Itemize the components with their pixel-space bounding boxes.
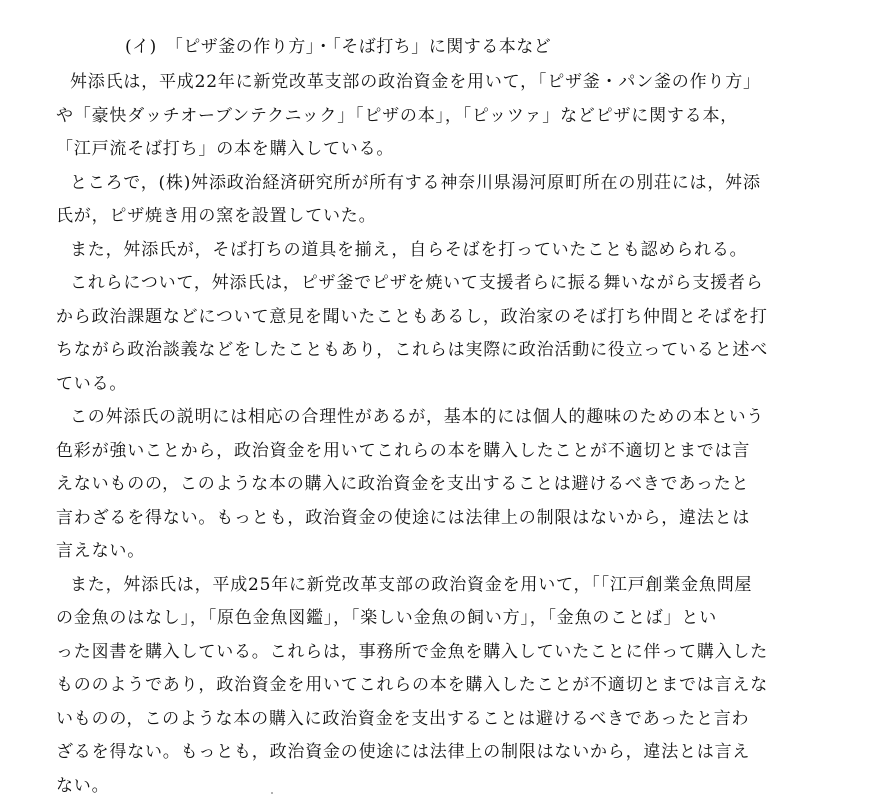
section-heading: (イ) 「ピザ釜の作り方」・「そば打ち」に関する本など xyxy=(125,36,551,58)
body-text xyxy=(56,66,846,803)
paragraph-4-line-2: から政治課題などについて意見を聞いたこともあるし，政治家のそば打ち仲間とそばを打 xyxy=(56,301,846,335)
paragraph-6-line-3: った図書を購入している。これらは，事務所で金魚を購入していたことに伴って購入した xyxy=(56,636,846,670)
paragraph-2-line-1: ところで，(株)舛添政治経済研究所が所有する神奈川県湯河原町所在の別荘には，舛添 xyxy=(56,167,846,201)
scan-speck xyxy=(271,792,273,794)
paragraph-4-line-4: ている。 xyxy=(56,368,846,402)
paragraph-5-line-2: 色彩が強いことから，政治資金を用いてこれらの本を購入したことが不適切とまでは言 xyxy=(56,435,846,469)
paragraph-5-line-3: えないものの，このような本の購入に政治資金を支出することは避けるべきであったと xyxy=(56,468,846,502)
paragraph-5-line-5: 言えない。 xyxy=(56,535,846,569)
paragraph-1-line-2: や「豪快ダッチオーブンテクニック」「ピザの本」，「ピッツァ」などピザに関する本， xyxy=(56,100,846,134)
paragraph-6-line-1: また，舛添氏は，平成25年に新党改革支部の政治資金を用いて，「「江戸創業金魚問屋 xyxy=(56,569,846,603)
paragraph-5-line-4: 言わざるを得ない。もっとも，政治資金の使途には法律上の制限はないから，違法とは xyxy=(56,502,846,536)
paragraph-6-line-2: の金魚のはなし」，「原色金魚図鑑」，「楽しい金魚の飼い方」，「金魚のことば」とい xyxy=(56,602,846,636)
paragraph-4-line-3: ちながら政治談義などをしたこともあり，これらは実際に政治活動に役立っていると述べ xyxy=(56,334,846,368)
paragraph-1-line-1: 舛添氏は，平成22年に新党改革支部の政治資金を用いて，「ピザ釜・パン釜の作り方」 xyxy=(56,66,846,100)
paragraph-6-line-4: もののようであり，政治資金を用いてこれらの本を購入したことが不適切とまでは言えな xyxy=(56,669,846,703)
paragraph-6-line-7: ない。 xyxy=(56,770,846,803)
paragraph-5-line-1: この舛添氏の説明には相応の合理性があるが，基本的には個人的趣味のための本という xyxy=(56,401,846,435)
paragraph-6-line-5: いものの，このような本の購入に政治資金を支出することは避けるべきであったと言わ xyxy=(56,703,846,737)
paragraph-2-line-2: 氏が，ピザ焼き用の窯を設置していた。 xyxy=(56,200,846,234)
paragraph-6-line-6: ざるを得ない。もっとも，政治資金の使途には法律上の制限はないから，違法とは言え xyxy=(56,736,846,770)
paragraph-4-line-1: これらについて，舛添氏は，ピザ釜でピザを焼いて支援者らに振る舞いながら支援者ら xyxy=(56,267,846,301)
paragraph-3-line-1: また，舛添氏が，そば打ちの道具を揃え，自らそばを打っていたことも認められる。 xyxy=(56,234,846,268)
paragraph-1-line-3: 「江戸流そば打ち」の本を購入している。 xyxy=(56,133,846,167)
